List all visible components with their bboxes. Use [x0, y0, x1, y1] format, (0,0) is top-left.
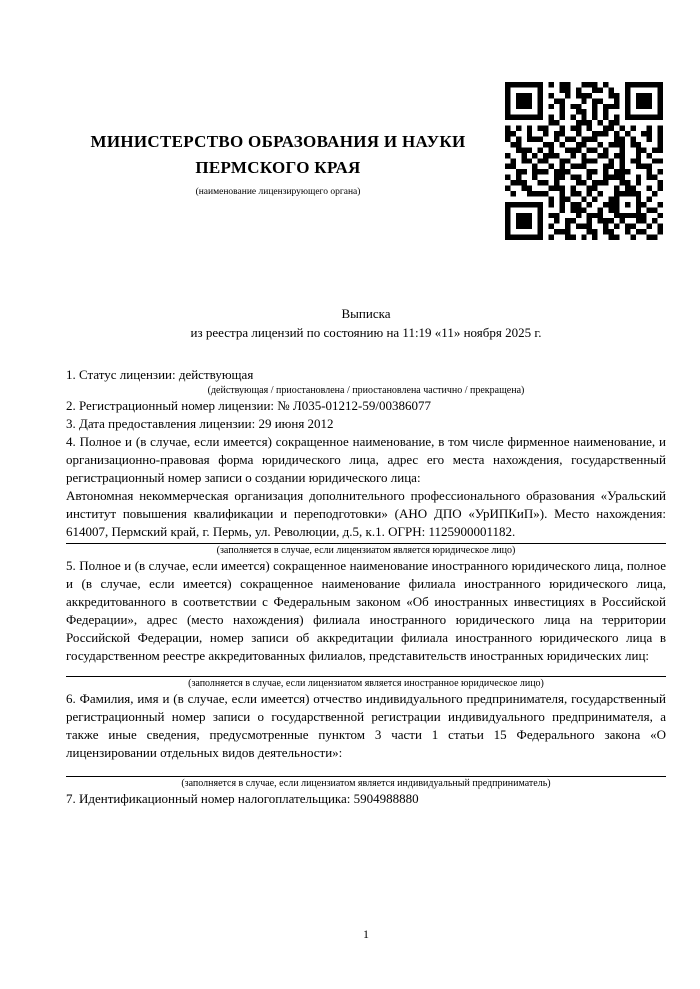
item-6-note: (заполняется в случае, если лицензиатом является индивидуальный предприниматель) [181, 778, 551, 789]
item-1-note: (действующая / приостановлена / приостановлена частично / прекращена) [207, 385, 525, 396]
item-5-note: (заполняется в случае, если лицензиатом является иностранное юридическое лицо) [188, 678, 544, 689]
licensing-authority-header [66, 129, 490, 198]
item-4-note: (заполняется в случае, если лицензиатом является юридическое лицо) [216, 545, 516, 556]
item-1-status: 1. Статус лицензии: действующая [66, 367, 254, 382]
item-6-entrepreneur-text: 6. Фамилия, имя и (в случае, если имеется) отчество индивидуального предпринимателя, государственный регистрационный номер записи о государственной регистрации индивидуального предпринимателя, а также иные сведения, предусмотренные пунктом 3 части 1 статьи 15 Федерального закона «О лицензировании отдельных видов деятельности»: [66, 691, 666, 760]
title-line1: Выписка [341, 306, 391, 321]
document-title [66, 304, 666, 342]
item-4-legal-entity-value: Автономная некоммерческая организация дополнительного профессионального образования «Уральский институт повышения квалификации и переподготовки» (АНО ДПО «УрИПКиП»). Место нахождения: 614007, Пермский край, г. Пермь, ул. Революции, д.5, к.1. ОГРН: 1125900001182. [66, 488, 666, 539]
item-4-legal-entity-text: 4. Полное и (в случае, если имеется) сокращенное наименование, в том числе фирменное наименование, и организационно-правовая форма юридического лица, адрес его места нахождения, государственный регистрационный номер записи о создании юридического лица: [66, 434, 666, 485]
item-7-inn: 7. Идентификационный номер налогоплательщика: 5904988880 [66, 791, 419, 806]
qr-code-svg [505, 82, 663, 240]
ministry-name-line1: МИНИСТЕРСТВО ОБРАЗОВАНИЯ И НАУКИ [90, 132, 466, 151]
ministry-caption: (наименование лицензирующего органа) [195, 187, 361, 197]
qr-code-icon [505, 82, 663, 240]
page-number: 1 [363, 927, 369, 941]
title-line2: из реестра лицензий по состоянию на 11:19 «11» ноября 2025 г. [190, 325, 542, 340]
item-3-grant-date: 3. Дата предоставления лицензии: 29 июня 2012 [66, 416, 334, 431]
item-2-reg-number: 2. Регистрационный номер лицензии: № Л035-01212-59/00386077 [66, 398, 432, 413]
item-5-foreign-entity-text: 5. Полное и (в случае, если имеется) сокращенное наименование иностранного юридического лица, полное и (в случае, если имеется) сокращенное наименование филиала иностранного юридического лица, аккредитованного в соответствии с Федеральным законом «Об иностранных инвестициях в Российской Федерации», адрес (место нахождения) филиала иностранного юридического лица на территории Российской Федерации, номер записи об аккредитации филиала иностранного юридического лица в государственном реестре аккредитованных филиалов, представительств иностранных юридических лиц: [66, 558, 666, 663]
ministry-name-line2: ПЕРМСКОГО КРАЯ [195, 158, 361, 177]
document-body [66, 366, 666, 808]
